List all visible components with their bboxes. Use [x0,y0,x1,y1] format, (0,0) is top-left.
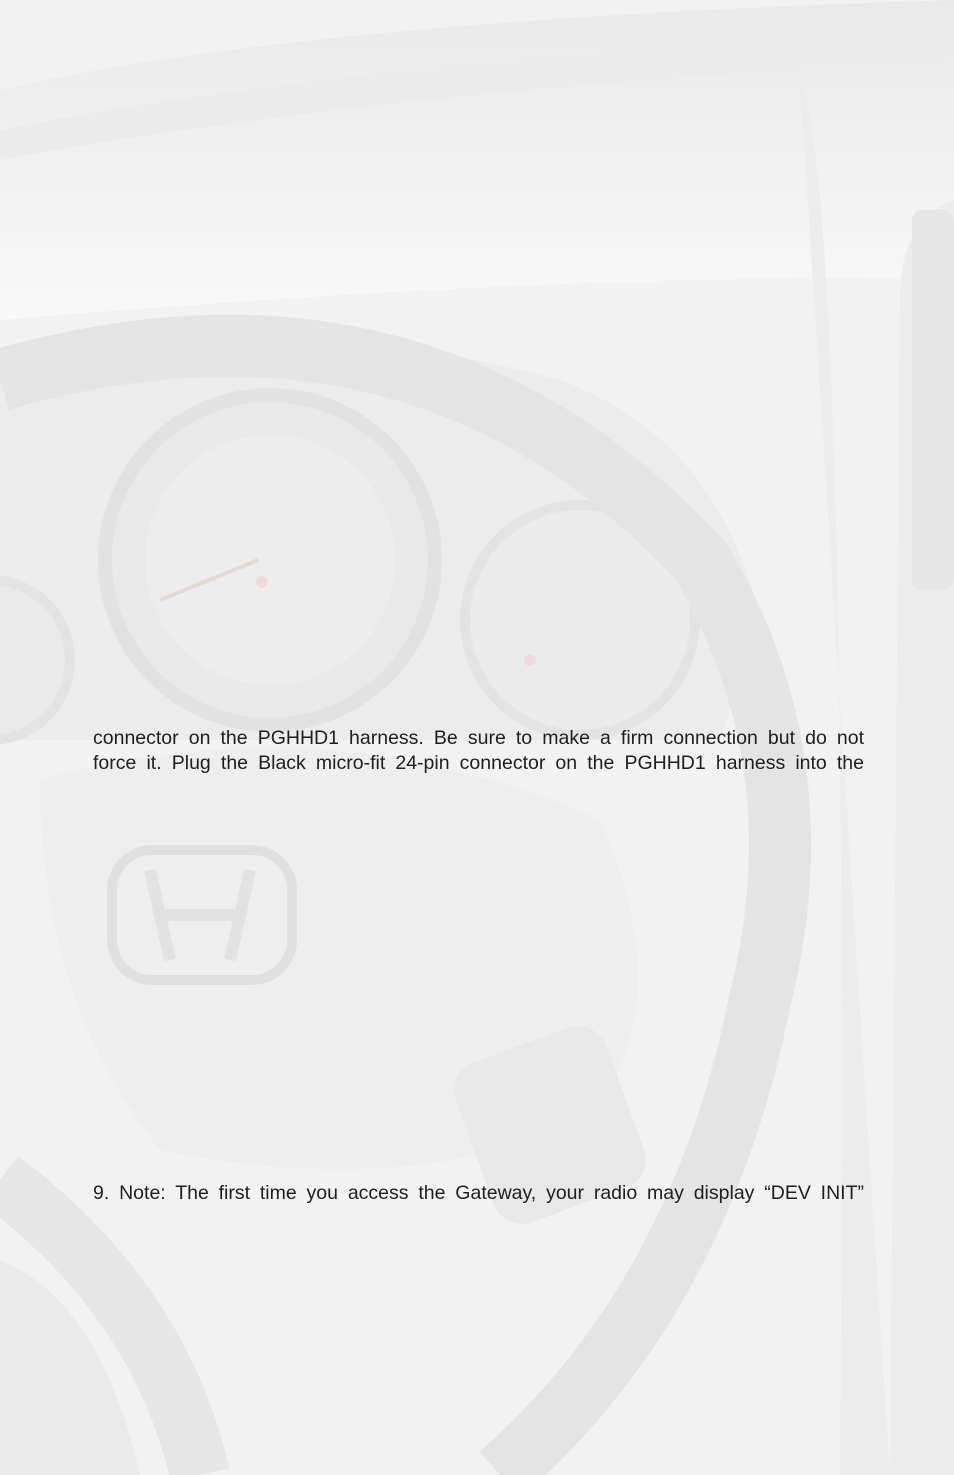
instruction-step-9 [93,1181,864,1206]
paragraph-line: connector on the PGHHD1 harness. Be sure to make a firm connection but do not [93,727,864,749]
instruction-paragraph-continued [93,726,864,776]
paragraph-line: force it. Plug the Black micro-fit 24-pin connector on the PGHHD1 harness into the [93,752,864,774]
paragraph-line: 9. Note: The first time you access the Gateway, your radio may display “DEV INIT” [93,1182,864,1204]
